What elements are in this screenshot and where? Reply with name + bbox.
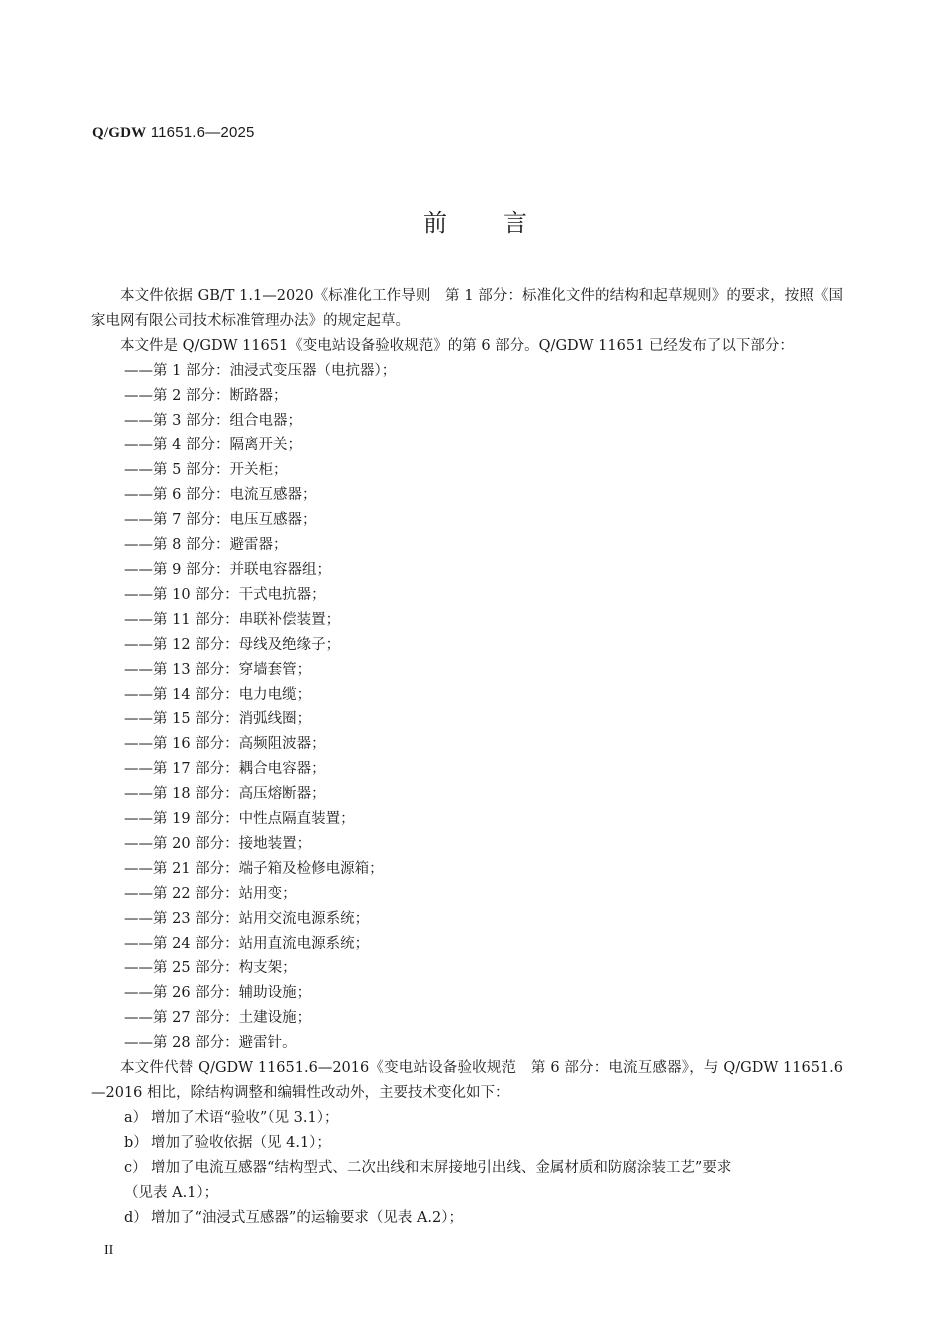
change-label: c） — [124, 1159, 147, 1176]
paragraph-replacement: 本文件代替 Q/GDW 11651.6—2016《变电站设备验收规范 第 6 部分：电流互感器》，与 Q/GDW 11651.6—2016 相比，除结构调整和编辑性改动外，主要技术变化如下： — [91, 1060, 843, 1101]
change-label: b） — [124, 1134, 148, 1151]
change-text: 增加了“油浸式互感器”的运输要求（见表 A.2）； — [151, 1209, 463, 1226]
list-item: ——第 18 部分：高压熔断器； — [124, 786, 326, 803]
paragraph-series-intro: 本文件是 Q/GDW 11651《变电站设备验收规范》的第 6 部分。Q/GDW 11651 已经发布了以下部分： — [120, 337, 794, 354]
list-item: ——第 16 部分：高频阻波器； — [124, 736, 326, 753]
title-char-1: 前 — [423, 209, 447, 237]
list-item: ——第 13 部分：穿墙套管； — [124, 661, 312, 678]
page-title — [0, 203, 950, 238]
document-code — [92, 124, 255, 142]
list-item: ——第 8 部分：避雷器； — [124, 537, 288, 554]
list-item: ——第 9 部分：并联电容器组； — [124, 561, 331, 578]
list-item: ——第 22 部分：站用变； — [124, 885, 297, 902]
change-text: 增加了验收依据（见 4.1）； — [151, 1134, 331, 1151]
list-item: ——第 7 部分：电压互感器； — [124, 512, 317, 529]
change-item-c-continuation: （见表 A.1）； — [124, 1184, 219, 1201]
change-item-a — [91, 1106, 843, 1131]
changes-list — [91, 1106, 843, 1231]
change-item-d — [91, 1206, 843, 1231]
list-item: ——第 5 部分：开关柜； — [124, 462, 288, 479]
document-code-prefix: Q/GDW — [92, 125, 147, 141]
list-item: ——第 10 部分：干式电抗器； — [124, 586, 326, 603]
change-text: 增加了电流互感器“结构型式、二次出线和末屏接地引出线、金属材质和防腐涂装工艺”要求 — [151, 1159, 732, 1176]
document-body — [91, 284, 843, 1230]
change-item-c — [91, 1156, 843, 1181]
list-item: ——第 20 部分：接地装置； — [124, 835, 312, 852]
change-label: a） — [124, 1109, 148, 1126]
title-char-2: 言 — [503, 209, 527, 237]
document-code-number: 11651.6—2025 — [146, 124, 255, 141]
list-item: ——第 23 部分：站用交流电源系统； — [124, 910, 370, 927]
list-item: ——第 24 部分：站用直流电源系统； — [124, 935, 370, 952]
change-label: d） — [124, 1209, 148, 1226]
list-item: ——第 21 部分：端子箱及检修电源箱； — [124, 860, 384, 877]
list-item: ——第 19 部分：中性点隔直装置； — [124, 811, 355, 828]
list-item: ——第 25 部分：构支架； — [124, 960, 297, 977]
page-number: II — [104, 1243, 114, 1258]
list-item: ——第 15 部分：消弧线圈； — [124, 711, 312, 728]
list-item: ——第 2 部分：断路器； — [124, 387, 288, 404]
paragraph-basis: 本文件依据 GB/T 1.1—2020《标准化工作导则 第 1 部分：标准化文件的结构和起草规则》的要求，按照《国家电网有限公司技术标准管理办法》的规定起草。 — [91, 288, 843, 329]
list-item: ——第 17 部分：耦合电容器； — [124, 761, 326, 778]
list-item: ——第 4 部分：隔离开关； — [124, 437, 302, 454]
list-item: ——第 12 部分：母线及绝缘子； — [124, 636, 341, 653]
list-item: ——第 11 部分：串联补偿装置； — [124, 611, 341, 628]
list-item: ——第 1 部分：油浸式变压器（电抗器）； — [124, 362, 397, 379]
list-item: ——第 27 部分：土建设施； — [124, 1010, 312, 1027]
parts-list — [91, 359, 843, 1056]
list-item: ——第 6 部分：电流互感器； — [124, 487, 317, 504]
list-item: ——第 28 部分：避雷针。 — [124, 1035, 297, 1052]
change-text: 增加了术语“验收”（见 3.1）； — [151, 1109, 339, 1126]
list-item: ——第 14 部分：电力电缆； — [124, 686, 312, 703]
list-item: ——第 3 部分：组合电器； — [124, 412, 302, 429]
list-item: ——第 26 部分：辅助设施； — [124, 985, 312, 1002]
change-item-b — [91, 1131, 843, 1156]
